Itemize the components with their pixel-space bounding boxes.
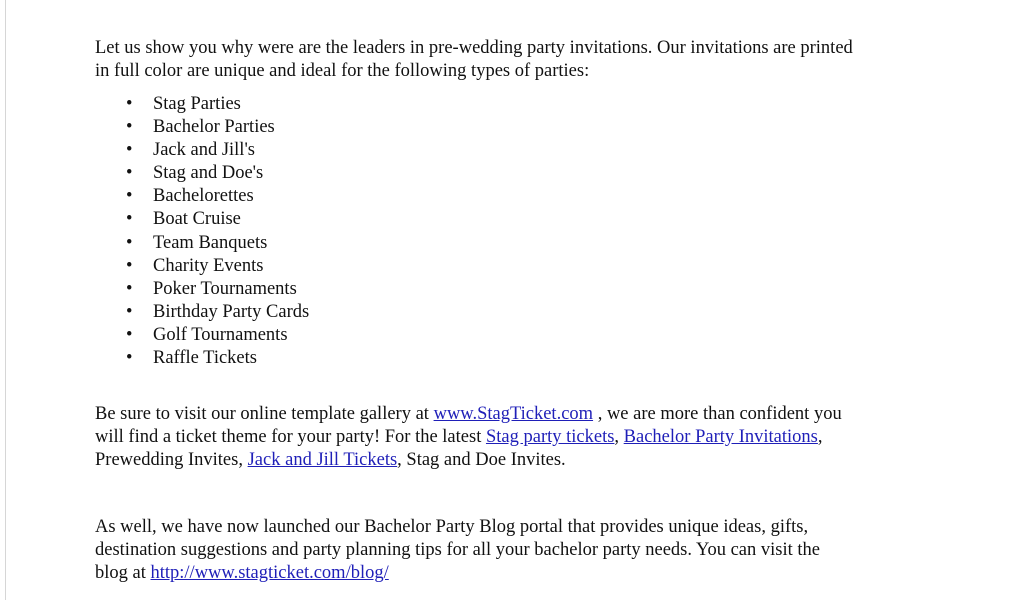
- party-types-list: [126, 93, 309, 370]
- list-item: [126, 278, 309, 301]
- gallery-text-1: Be sure to visit our online template gallery at: [95, 404, 434, 424]
- list-item: [126, 185, 309, 208]
- list-item: [126, 232, 309, 255]
- bullet-icon: •: [126, 94, 133, 114]
- gallery-line-2: [95, 426, 935, 449]
- list-item-label: Charity Events: [153, 255, 264, 276]
- blog-line-2: destination suggestions and party planning tips for all your bachelor party needs. You can visit the: [95, 540, 820, 560]
- list-item-label: Golf Tournaments: [153, 324, 288, 345]
- bullet-icon: •: [126, 278, 133, 299]
- gallery-comma-2: ,: [817, 427, 823, 447]
- gallery-text-3: will find a ticket theme for your party! For the latest: [95, 427, 486, 447]
- list-item-label: Jack and Jill's: [153, 140, 255, 161]
- gallery-text-5: , Stag and Doe Invites.: [397, 450, 566, 470]
- list-item-label: Raffle Tickets: [153, 348, 257, 369]
- bullet-icon: •: [126, 209, 133, 230]
- intro-paragraph: [95, 37, 935, 83]
- blog-paragraph: [95, 516, 935, 585]
- list-item-label: Team Banquets: [153, 232, 268, 253]
- blog-line-3: [95, 562, 935, 585]
- list-item-label: Bachelor Parties: [153, 117, 275, 138]
- list-item-label: Bachelorettes: [153, 186, 254, 207]
- blog-url-link[interactable]: http://www.stagticket.com/blog/: [150, 563, 389, 583]
- bullet-icon: •: [126, 117, 133, 138]
- list-item-label: Birthday Party Cards: [153, 301, 310, 322]
- bachelor-party-invitations-link[interactable]: Bachelor Party Invitations: [623, 427, 818, 447]
- stag-party-tickets-link[interactable]: Stag party tickets: [485, 427, 615, 447]
- list-item: [126, 347, 309, 370]
- bullet-icon: •: [126, 255, 133, 276]
- stagticket-site-link[interactable]: www.StagTicket.com: [433, 404, 594, 424]
- list-item-label: Boat Cruise: [153, 209, 241, 230]
- gallery-line-1: [95, 403, 935, 426]
- bullet-icon: •: [126, 163, 133, 184]
- list-item: [126, 139, 309, 162]
- jack-and-jill-tickets-link[interactable]: Jack and Jill Tickets: [247, 450, 398, 470]
- list-item: [126, 162, 309, 185]
- intro-line-1: Let us show you why were are the leaders in pre-wedding party invitations. Our invitations are printed: [95, 38, 853, 58]
- list-item: [126, 116, 309, 139]
- gallery-comma-1: ,: [614, 427, 624, 447]
- bullet-icon: •: [126, 140, 133, 161]
- bullet-icon: •: [126, 301, 133, 322]
- page-edge-divider: [5, 0, 6, 600]
- list-item: [126, 208, 309, 231]
- list-item-label: Stag and Doe's: [153, 163, 264, 184]
- bullet-icon: •: [126, 348, 133, 369]
- intro-line-2: in full color are unique and ideal for the following types of parties:: [95, 61, 590, 81]
- blog-line-1: As well, we have now launched our Bachelor Party Blog portal that provides unique ideas, gifts,: [95, 517, 809, 537]
- gallery-paragraph: [95, 403, 935, 472]
- bullet-icon: •: [126, 232, 133, 253]
- bullet-icon: •: [126, 324, 133, 345]
- list-item: [126, 301, 309, 324]
- list-item: [126, 324, 309, 347]
- list-item-label: Poker Tournaments: [153, 278, 297, 299]
- blog-prefix: blog at: [95, 563, 151, 583]
- list-item: [126, 93, 309, 116]
- bullet-icon: •: [126, 186, 133, 207]
- list-item-label: Stag Parties: [153, 94, 241, 114]
- gallery-line-3: [95, 449, 935, 472]
- gallery-text-4: Prewedding Invites,: [95, 450, 248, 470]
- gallery-text-2: , we are more than confident you: [593, 404, 842, 424]
- list-item: [126, 255, 309, 278]
